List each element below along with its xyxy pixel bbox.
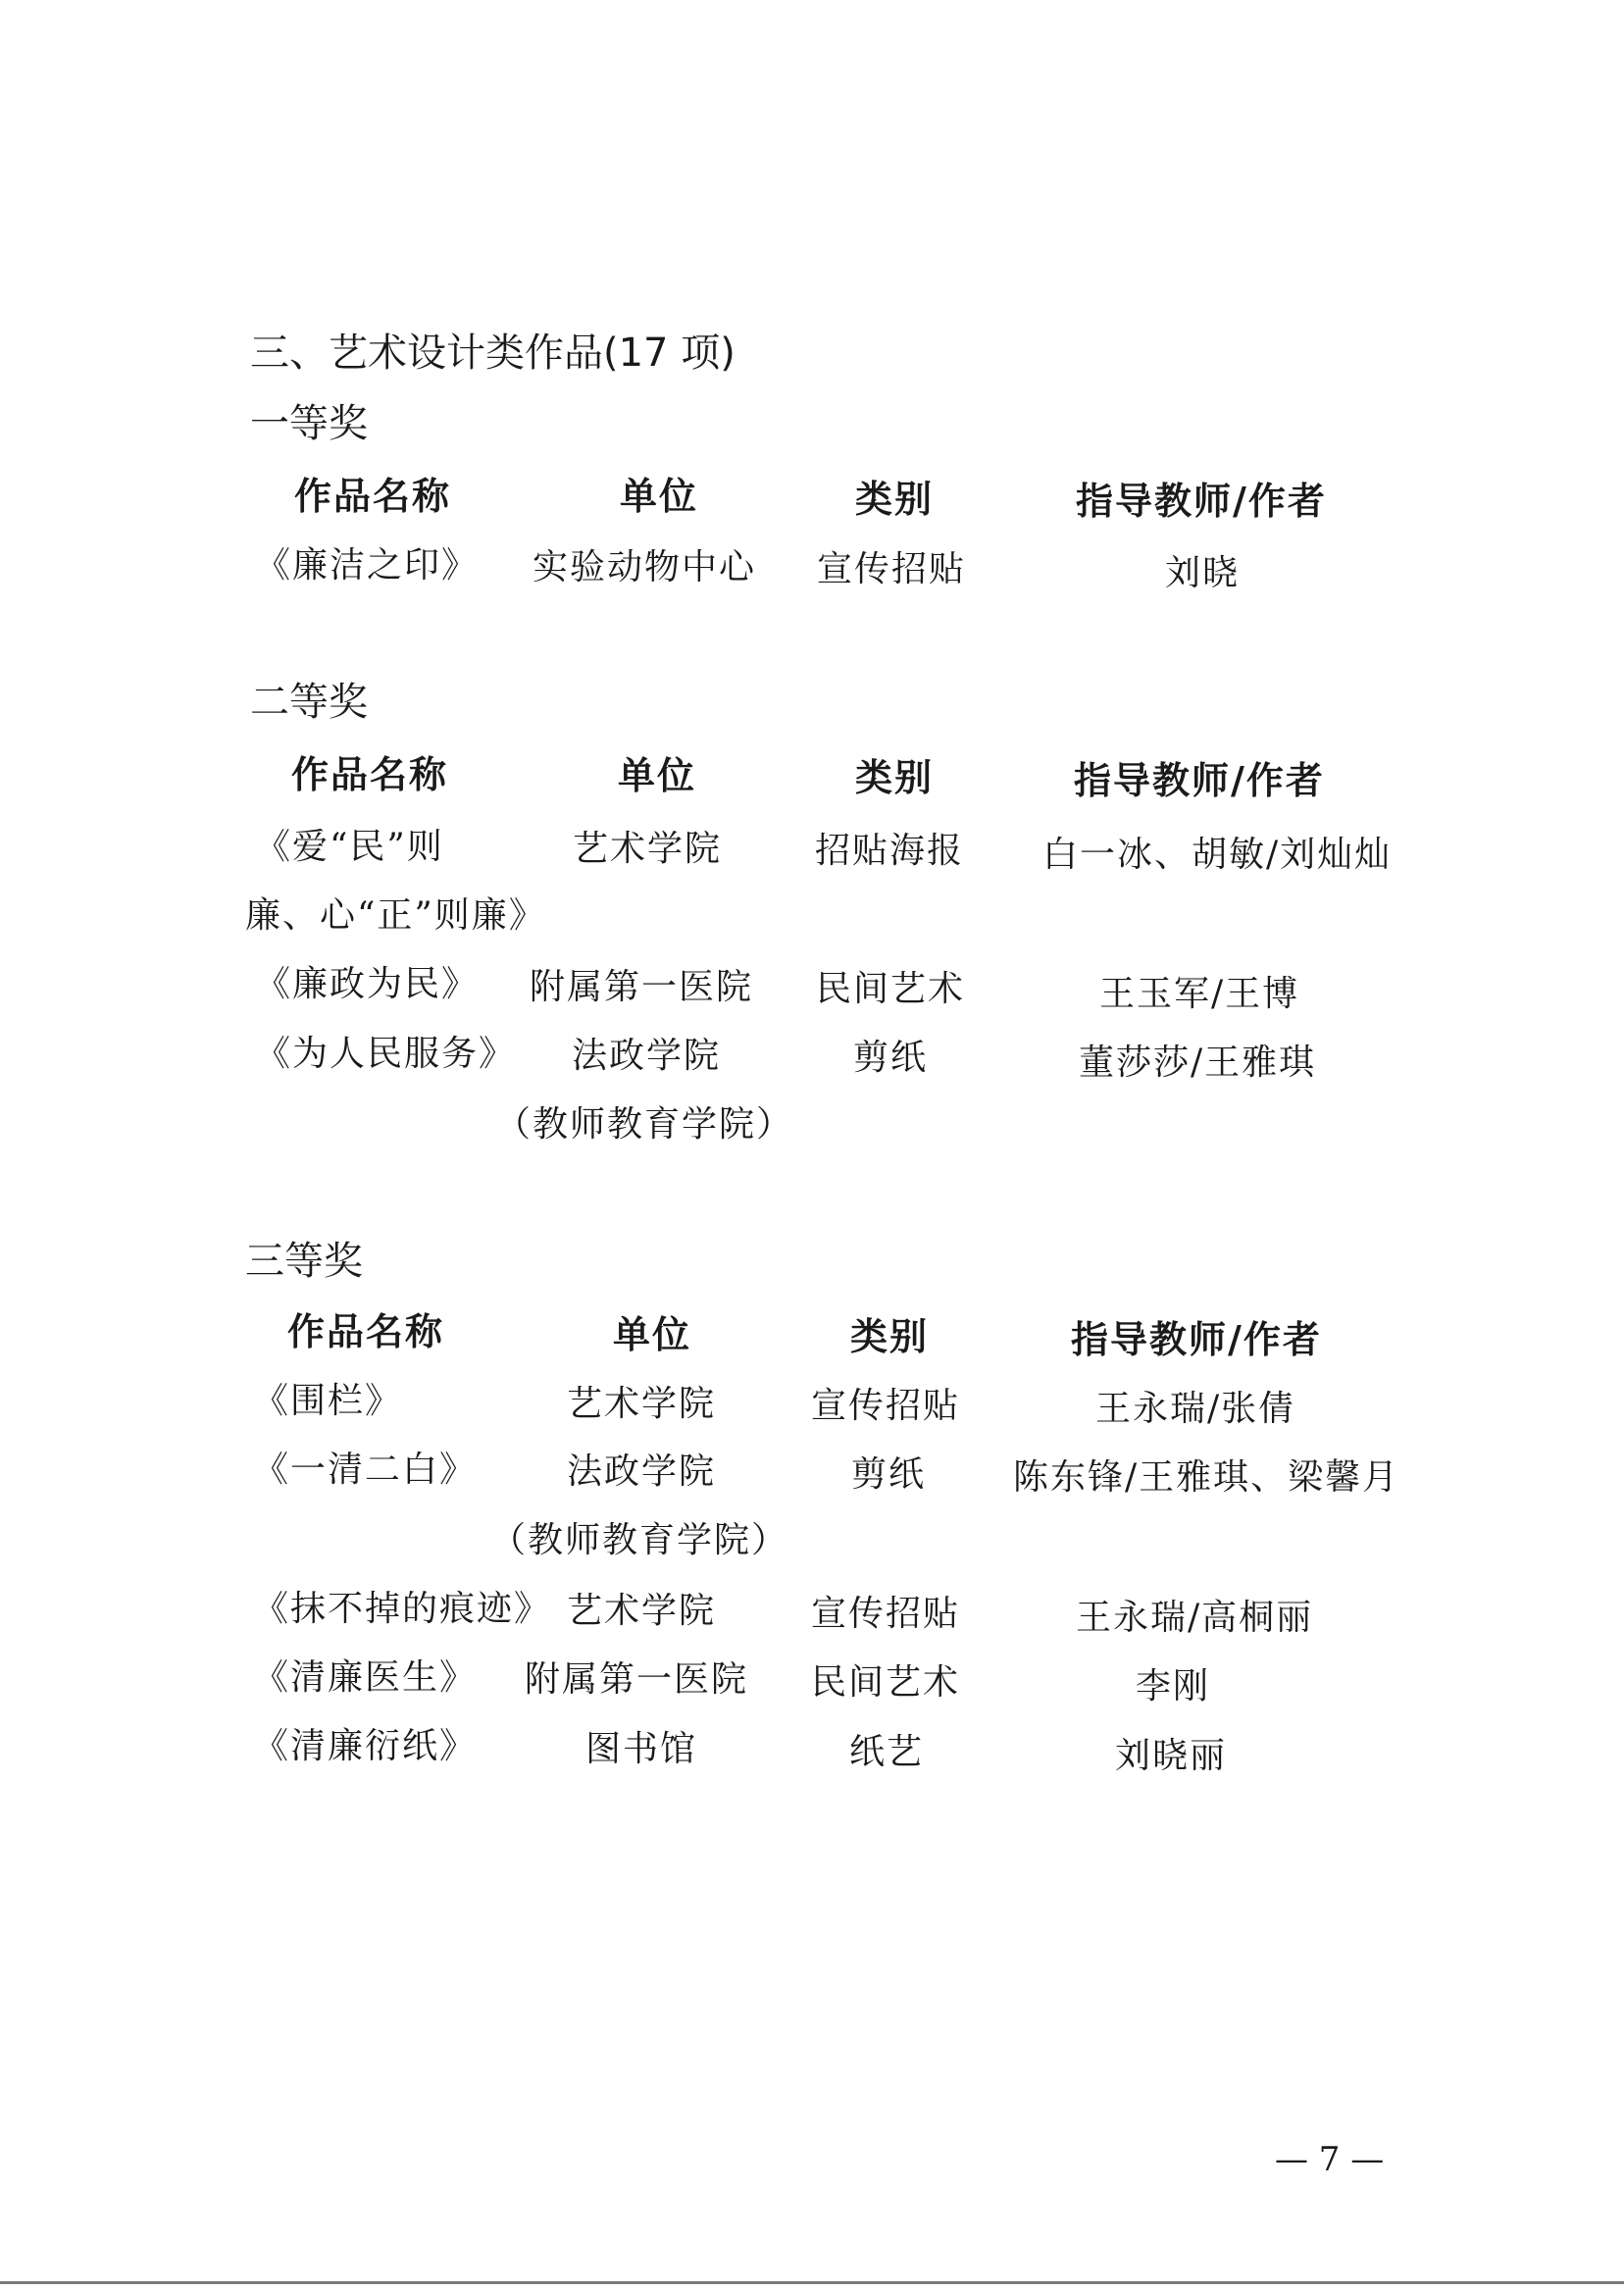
unit: 艺术学院 <box>573 829 723 869</box>
teacher-author: 刘晓 <box>1165 553 1241 593</box>
unit: 附属第一医院 <box>525 1659 749 1700</box>
unit: 附属第一医院 <box>530 967 754 1007</box>
unit: 实验动物中心 <box>533 547 757 587</box>
category: 纸艺 <box>849 1732 925 1772</box>
category: 民间艺术 <box>811 1662 961 1703</box>
teacher-author: 李刚 <box>1136 1666 1211 1706</box>
page-number: — 7 — <box>1275 2140 1385 2179</box>
header-category: 类别 <box>855 478 935 521</box>
category: 宣传招贴 <box>811 1594 961 1634</box>
work-name: 《清廉医生》 <box>253 1657 478 1698</box>
work-name: 《清廉衍纸》 <box>253 1726 478 1766</box>
teacher-author: 刘晓丽 <box>1115 1736 1228 1776</box>
teacher-author: 白一冰、胡敏/刘灿灿 <box>1042 835 1393 875</box>
third-prize-label: 三等奖 <box>245 1239 363 1284</box>
teacher-author: 陈东锋/王雅琪、梁馨月 <box>1013 1457 1400 1498</box>
unit: 法政学院 <box>567 1451 717 1492</box>
header-teacher-author: 指导教师/作者 <box>1074 759 1325 802</box>
header-unit: 单位 <box>613 1313 692 1356</box>
work-name-continued: 廉、心“正”则廉》 <box>245 895 546 936</box>
second-prize-label: 二等奖 <box>250 680 368 725</box>
teacher-author: 王永瑞/高桐丽 <box>1076 1598 1314 1638</box>
unit-continued: （教师教育学院） <box>490 1520 789 1560</box>
header-category: 类别 <box>850 1315 930 1358</box>
header-teacher-author: 指导教师/作者 <box>1071 1318 1322 1361</box>
header-teacher-author: 指导教师/作者 <box>1076 480 1327 523</box>
header-category: 类别 <box>855 756 935 799</box>
teacher-author: 董莎莎/王雅琪 <box>1079 1043 1317 1083</box>
header-work-name: 作品名称 <box>291 753 449 796</box>
unit: 图书馆 <box>585 1729 698 1769</box>
header-unit: 单位 <box>618 754 697 797</box>
header-work-name: 作品名称 <box>294 475 452 518</box>
teacher-author: 王玉军/王博 <box>1099 974 1300 1014</box>
unit: 法政学院 <box>572 1036 722 1076</box>
work-name: 《抹不掉的痕迹》 <box>253 1589 552 1629</box>
category: 宣传招贴 <box>817 549 967 589</box>
work-name: 《为人民服务》 <box>255 1034 517 1074</box>
section-title: 三、艺术设计类作品(17 项) <box>250 331 736 376</box>
work-name: 《围栏》 <box>253 1381 403 1421</box>
work-name: 《爱“民”则 <box>255 827 444 867</box>
unit: 艺术学院 <box>567 1384 717 1424</box>
first-prize-label: 一等奖 <box>250 401 368 446</box>
work-name: 《廉政为民》 <box>255 964 480 1004</box>
header-unit: 单位 <box>620 475 699 518</box>
header-work-name: 作品名称 <box>287 1310 445 1353</box>
category: 剪纸 <box>851 1454 927 1495</box>
work-name: 《廉洁之印》 <box>255 545 480 585</box>
category: 剪纸 <box>853 1038 929 1078</box>
bottom-divider <box>0 2281 1624 2284</box>
unit: 艺术学院 <box>567 1591 717 1631</box>
category: 招贴海报 <box>815 831 965 871</box>
teacher-author: 王永瑞/张倩 <box>1095 1389 1296 1429</box>
work-name: 《一清二白》 <box>253 1450 478 1490</box>
unit-continued: （教师教育学院） <box>495 1104 794 1145</box>
category: 宣传招贴 <box>811 1386 961 1426</box>
category: 民间艺术 <box>816 969 966 1009</box>
